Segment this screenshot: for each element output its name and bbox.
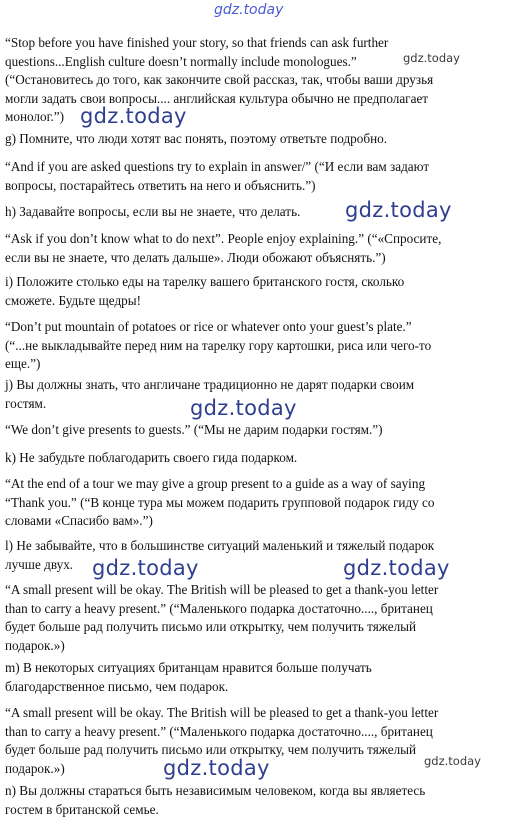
paragraph-quote-f: “Stop before you have finished your story, so that friends can ask further questions...English culture doesn’t normally include monologues.” (“Остановитесь до того, как закончите свой рассказ, так, чтобы ваши друзья могли задать свои вопросы.... английская культура обычно не предполагает монолог.”): [5, 35, 434, 124]
watermark: gdz.today: [214, 2, 284, 18]
watermark: gdz.today: [345, 198, 452, 222]
paragraph-quote-g: “And if you are asked questions try to explain in answer/” (“И если вам задают вопросы, постарайтесь ответить на него и объяснить.”): [5, 159, 430, 193]
watermark: gdz.today: [190, 396, 297, 420]
paragraph-quote-l: “A small present will be okay. The British will be pleased to get a thank-you letter than to carry a heavy present.” (“Маленького подарка достаточно...., британец будет больше рад получить письмо или открытку, чем получить тяжелый подарок.»): [5, 582, 439, 653]
paragraph-item-l: l) Не забывайте, что в большинстве ситуаций маленький и тяжелый подарок лучше двух.: [5, 538, 435, 572]
paragraph-item-i: i) Положите столько еды на тарелку вашего британского гостя, сколько сможете. Будьте щедры!: [5, 274, 405, 308]
paragraph-item-k: k) Не забудьте поблагодарить своего гида подарком.: [5, 450, 298, 465]
paragraph-quote-h: “Ask if you don’t know what to do next”. People enjoy explaining.” (“«Спросите, если вы не знаете, что делать дальше». Люди обожают объяснять.”): [5, 231, 442, 265]
paragraph-quote-j: “We don’t give presents to guests.” (“Мы не дарим подарки гостям.”): [5, 422, 383, 437]
paragraph-quote-m: “A small present will be okay. The British will be pleased to get a thank-you letter than to carry a heavy present.” (“Маленького подарка достаточно...., британец будет больше рад получить письмо или открытку, чем получить тяжелый подарок.»): [5, 705, 439, 776]
paragraph-item-h: h) Задавайте вопросы, если вы не знаете, что делать.: [5, 204, 301, 219]
paragraph-item-n: n) Вы должны стараться быть независимым человеком, когда вы являетесь гостем в британской семье.: [5, 783, 426, 817]
watermark: gdz.today: [424, 754, 481, 768]
watermark: gdz.today: [163, 756, 270, 780]
paragraph-item-g: g) Помните, что люди хотят вас понять, поэтому ответьте подробно.: [5, 131, 388, 146]
watermark: gdz.today: [92, 556, 199, 580]
watermark: gdz.today: [80, 104, 187, 128]
paragraph-item-m: m) В некоторых ситуациях британцам нравится больше получать благодарственное письмо, чем подарок.: [5, 660, 372, 694]
watermark: gdz.today: [403, 51, 460, 65]
paragraph-quote-k: “At the end of a tour we may give a group present to a guide as a way of saying “Thank you.” (“В конце тура мы можем подарить групповой подарок гиду со словами «Спасибо вам».”): [5, 476, 435, 528]
paragraph-quote-i: “Don’t put mountain of potatoes or rice or whatever onto your guest’s plate.” (“...не выкладывайте перед ним на тарелку гору картошки, риса или чего-то еще.”): [5, 319, 432, 371]
paragraph-item-j: j) Вы должны знать, что англичане традиционно не дарят подарки своим гостям.: [5, 377, 415, 411]
watermark: gdz.today: [343, 556, 450, 580]
